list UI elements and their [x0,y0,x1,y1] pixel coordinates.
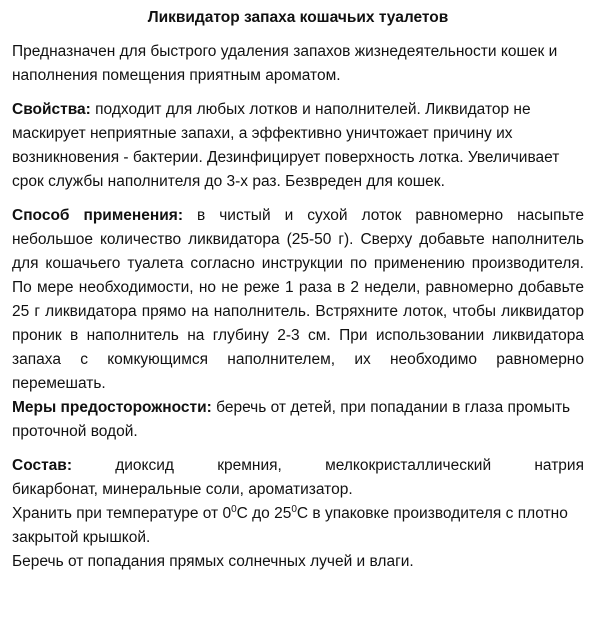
storage-text-2: C до 25 [236,505,292,522]
composition-word: диоксид [115,457,174,474]
storage-text-3: C в упаковке производителя с плотно закрытой крышкой. [12,505,568,546]
composition-word: мелкокристаллический [325,457,492,474]
intro-paragraph: Предназначен для быстрого удаления запахов жизнедеятельности кошек и наполнения помещения приятным ароматом. [12,43,558,84]
composition-first-line [12,454,584,478]
properties-label: Свойства: [12,101,91,118]
storage-degree-1: 0 [231,503,237,515]
composition-label: Состав: [12,457,72,474]
sunlight-paragraph: Беречь от попадания прямых солнечных лучей и влаги. [12,553,414,570]
composition-rest: бикарбонат, минеральные соли, ароматизатор. [12,481,353,498]
storage-paragraph [12,502,584,550]
properties-paragraph [12,98,584,194]
precautions-label: Меры предосторожности: [12,399,212,416]
storage-text-1: Хранить при температуре от 0 [12,505,232,522]
document-title: Ликвидатор запаха кошачьих туалетов [147,9,449,26]
precautions-paragraph [12,396,584,444]
usage-paragraph [12,204,584,396]
usage-text: в чистый и сухой лоток равномерно насыпьте небольшое количество ликвидатора (25-50 г). Сверху добавьте наполнитель для кошачьего туалета согласно инструкции по применению производителя. По мере необходимости, но не реже 1 раза в 2 недели, равномерно добавьте 25 г ликвидатора прямо на наполнитель. Встряхните лоток, чтобы ликвидатор проник в наполнитель на глубину 2-3 см. При использовании ликвидатора запаха с комкующимся наполнителем, их необходимо равномерно перемешать. [12,207,584,392]
properties-text: подходит для любых лотков и наполнителей. Ликвидатор не маскирует неприятные запахи, а эффективно уничтожает причину их возникновения - бактерии. Дезинфицирует поверхность лотка. Увеличивает срок службы наполнителя до 3-х раз. Безвреден для кошек. [12,101,560,190]
composition-word: натрия [534,457,584,474]
storage-degree-2: 0 [291,503,297,515]
precautions-text: беречь от детей, при попадании в глаза промыть проточной водой. [12,399,571,440]
composition-word: кремния, [217,457,282,474]
usage-label: Способ применения: [12,207,183,224]
